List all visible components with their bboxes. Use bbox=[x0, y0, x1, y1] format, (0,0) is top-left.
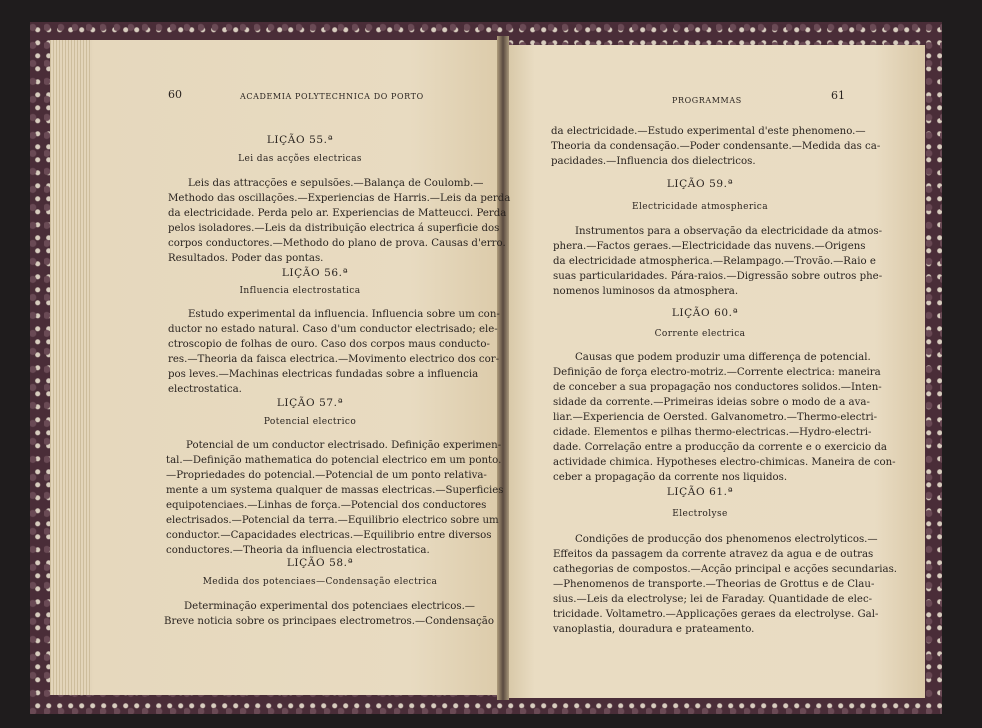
lesson-heading: LIÇÃO 57.ª bbox=[276, 397, 344, 409]
text-line: tricidade. Voltametro.—Applicações geraes da electrolyse. Gal- bbox=[553, 609, 879, 620]
text-line: sius.—Leis da electrolyse; lei de Faraday. Quantidade de elec- bbox=[553, 594, 873, 605]
lesson-subheading: Electrolyse bbox=[672, 509, 728, 519]
text-line: conductores.—Theoria da influencia electrostatica. bbox=[166, 545, 430, 556]
text-line: mente a um systema qualquer de massas electricas.—Superficies bbox=[166, 485, 504, 496]
text-line: da electricidade.—Estudo experimental d'este phenomeno.— bbox=[551, 126, 866, 137]
text-line: Potencial de um conductor electrisado. Definição experimen- bbox=[186, 440, 502, 451]
text-line: Causas que podem produzir uma differença de potencial. bbox=[575, 352, 871, 363]
lesson-subheading: Medida dos potenciaes—Condensação electrica bbox=[202, 577, 438, 587]
text-line: phera.—Factos geraes.—Electricidade das nuvens.—Origens bbox=[553, 241, 866, 252]
text-line: —Propriedades do potencial.—Potencial de um ponto relativa- bbox=[166, 470, 487, 481]
text-line: —Phenomenos de transporte.—Theorias de Grottus e de Clau- bbox=[553, 579, 875, 590]
text-line: electrostatica. bbox=[168, 384, 242, 395]
text-line: ductor no estado natural. Caso d'um conductor electrisado; ele- bbox=[168, 324, 498, 335]
text-line: Effeitos da passagem da corrente atravez da agua e de outras bbox=[553, 549, 874, 560]
lesson-subheading: Electricidade atmospherica bbox=[631, 202, 769, 212]
text-line: nomenos luminosos da atmosphera. bbox=[553, 286, 739, 297]
text-line: Instrumentos para a observação da electricidade da atmos- bbox=[575, 226, 883, 237]
text-line: vanoplastia, douradura e prateamento. bbox=[553, 624, 755, 635]
text-line: Breve noticia sobre os principaes electrometros.—Condensação bbox=[164, 616, 494, 627]
text-line: equipotenciaes.—Linhas de força.—Potencial dos conductores bbox=[166, 500, 487, 511]
lesson-subheading: Potencial electrico bbox=[263, 417, 357, 427]
text-line: actividade chimica. Hypotheses electro-chimicas. Maneira de con- bbox=[553, 457, 896, 468]
text-line: Determinação experimental dos potenciaes electricos.— bbox=[184, 601, 475, 612]
text-line: liar.—Experiencia de Oersted. Galvanometro.—Thermo-electri- bbox=[553, 412, 878, 423]
text-line: Leis das attracções e sepulsões.—Balança de Coulomb.— bbox=[188, 178, 484, 189]
text-line: Theoria da condensação.—Poder condensante.—Medida das ca- bbox=[551, 141, 881, 152]
lesson-heading: LIÇÃO 58.ª bbox=[286, 557, 354, 569]
text-line: sidade da corrente.—Primeiras ideias sobre o modo de a ava- bbox=[553, 397, 870, 408]
text-line: corpos conductores.—Methodo do plano de prova. Causas d'erro. bbox=[168, 238, 506, 249]
page-edges bbox=[50, 40, 92, 695]
text-line: pos leves.—Machinas electricas fundadas sobre a influencia bbox=[168, 369, 479, 380]
lesson-subheading: Corrente electrica bbox=[654, 329, 746, 339]
text-line: ceber a propagação da corrente nos liquidos. bbox=[553, 472, 788, 483]
text-line: da electricidade. Perda pelo ar. Experiencias de Matteucci. Perda bbox=[168, 208, 507, 219]
running-head-left: ACADEMIA POLYTECHNICA DO PORTO bbox=[240, 92, 424, 101]
text-line: da electricidade atmospherica.—Relampago.—Trovão.—Raio e bbox=[553, 256, 876, 267]
lesson-subheading: Lei das acções electricas bbox=[238, 154, 362, 164]
text-line: de conceber a sua propagação nos conductores solidos.—Inten- bbox=[553, 382, 882, 393]
lesson-subheading: Influencia electrostatica bbox=[239, 286, 361, 296]
text-line: Condições de producção dos phenomenos electrolyticos.— bbox=[575, 534, 878, 545]
text-line: ctroscopio de folhas de ouro. Caso dos corpos maus conducto- bbox=[168, 339, 490, 350]
text-line: conductor.—Capacidades electricas.—Equilibrio entre diversos bbox=[166, 530, 492, 541]
text-line: dade. Correlação entre a producção da corrente e o exercicio da bbox=[553, 442, 887, 453]
lesson-heading: LIÇÃO 60.ª bbox=[671, 307, 739, 319]
text-line: suas particularidades. Pára-raios.—Digressão sobre outros phe- bbox=[553, 271, 883, 282]
text-line: pacidades.—Influencia dos dielectricos. bbox=[551, 156, 756, 167]
text-line: res.—Theoria da faisca electrica.—Movimento electrico dos cor- bbox=[168, 354, 500, 365]
lesson-heading: LIÇÃO 56.ª bbox=[281, 267, 349, 279]
text-line: Definição de força electro-motriz.—Corrente electrica: maneira bbox=[553, 367, 881, 378]
text-line: pelos isoladores.—Leis da distribuição electrica á superficie dos bbox=[168, 223, 500, 234]
lesson-heading: LIÇÃO 61.ª bbox=[666, 486, 734, 498]
lesson-heading: LIÇÃO 59.ª bbox=[666, 178, 734, 190]
text-line: cathegorias de compostos.—Acção principal e acções secundarias. bbox=[553, 564, 898, 575]
text-line: electrisados.—Potencial da terra.—Equilibrio electrico sobre um bbox=[166, 515, 499, 526]
running-head-right: PROGRAMMAS bbox=[672, 96, 742, 105]
page-number-right: 61 bbox=[831, 89, 845, 102]
text-line: Estudo experimental da influencia. Influencia sobre um con- bbox=[188, 309, 500, 320]
text-line: cidade. Elementos e pilhas thermo-electricas.—Hydro-electri- bbox=[553, 427, 872, 438]
page-number-left: 60 bbox=[168, 88, 182, 101]
lesson-heading: LIÇÃO 55.ª bbox=[266, 134, 334, 146]
book-gutter bbox=[497, 36, 509, 700]
text-line: tal.—Definição mathematica do potencial electrico em um ponto. bbox=[166, 455, 502, 466]
text-line: Resultados. Poder das pontas. bbox=[168, 253, 324, 264]
text-line: Methodo das oscillações.—Experiencias de Harris.—Leis da perda bbox=[168, 193, 511, 204]
